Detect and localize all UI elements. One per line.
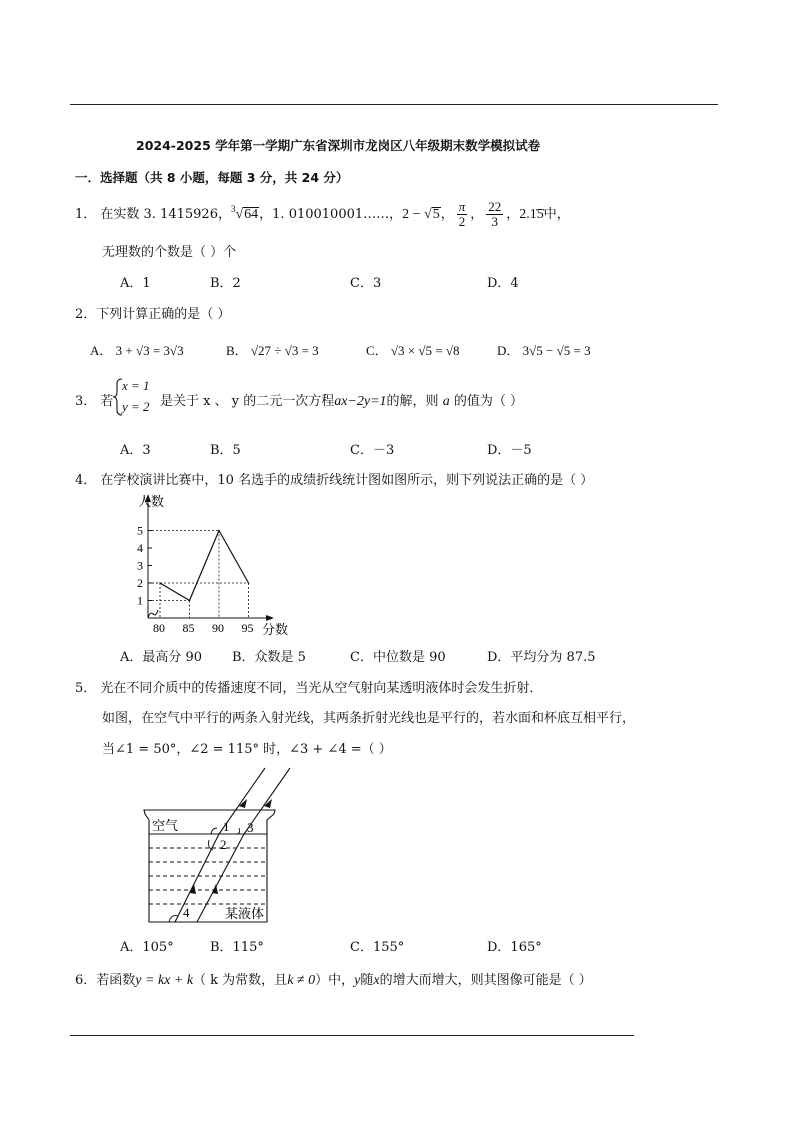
q5-option-c[interactable]: C．155° — [350, 940, 405, 955]
q3-option-a[interactable]: A．3 — [120, 443, 151, 458]
page-title: 2024-2025 学年第一学期广东省深圳市龙岗区八年级期末数学模拟试卷 — [136, 138, 541, 153]
q3-option-d[interactable]: D．－5 — [487, 443, 532, 458]
question-5-line1: 5． 光在不同介质中的传播速度不同，当光从空气射向某透明液体时会发生折射． — [75, 681, 543, 696]
q1-22-over-3: $\frac{22}{3}$ — [488, 199, 502, 229]
x-axis-label: 分数 — [262, 622, 289, 637]
top-rule — [70, 104, 718, 105]
q4-option-a[interactable]: A．最高分 90 — [120, 650, 203, 665]
refracted-ray-1 — [175, 834, 219, 922]
q2-option-d[interactable]: D． 3√5 − √5 = 3 — [497, 343, 591, 358]
q2-option-c[interactable]: C． √3 × √5 = √8 — [366, 343, 460, 358]
data-point — [189, 600, 191, 602]
y-tick-label: 1 — [137, 593, 143, 608]
q2-option-b[interactable]: B． √27 ÷ √3 = 3 — [226, 343, 319, 358]
question-4-stem: 4． 在学校演讲比赛中，10 名选手的成绩折线统计图如图所示，则下列说法正确的是（ ） — [75, 473, 594, 488]
question-1-stem: 1． 在实数 3. 1415926，$^3$√64，1. 010010001……，2 − √5， $\frac{\pi}{2}$ ， $\frac{22}{3}$ ，2.1̇5̇中， — [75, 199, 570, 229]
data-point — [159, 582, 161, 584]
y-tick-label: 5 — [137, 523, 143, 538]
angle-label-3: 3 — [247, 820, 254, 835]
question-6-stem: 6．若函数y = kx + k（ k 为常数，且k ≠ 0）中，y随x的增大而增大，则其图像可能是（ ） — [75, 973, 592, 988]
angle-arc-3 — [236, 828, 240, 834]
x-axis-arrow — [266, 615, 274, 621]
q1-option-b[interactable]: B．2 — [210, 276, 241, 291]
x-tick-label: 85 — [182, 621, 195, 635]
series-segment — [160, 583, 190, 601]
x-tick-label: 80 — [153, 621, 165, 635]
q3-option-b[interactable]: B．5 — [210, 443, 241, 458]
angle-arc-1 — [211, 828, 217, 834]
q3-option-c[interactable]: C．－3 — [350, 443, 395, 458]
q1-cube-root: $^3$√64 — [230, 204, 259, 222]
angle-label-2: 2 — [220, 837, 227, 852]
q4-option-d[interactable]: D．平均分为 87.5 — [487, 650, 596, 665]
q5-option-b[interactable]: B．115° — [210, 940, 264, 955]
label-air: 空气 — [152, 818, 179, 833]
series-segment — [219, 531, 249, 584]
q1-repeating-decimal: 2.1̇5̇ — [519, 207, 544, 222]
y-axis-label: 人数 — [138, 494, 165, 509]
axis-break-mark — [148, 610, 158, 618]
x-tick-label: 95 — [241, 621, 254, 635]
section-heading: 一．选择题（共 8 小题，每题 3 分，共 24 分） — [75, 170, 349, 185]
q5-option-d[interactable]: D．165° — [487, 940, 542, 955]
angle-label-1: 1 — [223, 819, 230, 834]
q1-two-minus-sqrt5: 2 − √5 — [402, 207, 440, 222]
y-tick-label: 2 — [137, 576, 143, 590]
q1-mid: ，1. 010010001……， — [259, 207, 403, 222]
q1-prefix: 1． 在实数 3. 1415926， — [75, 207, 231, 222]
question-3-stem: 是关于 x 、 y 的二元一次方程ax−2y=1的解，则 a 的值为（ ） — [160, 394, 523, 409]
x-tick-label: 90 — [212, 621, 224, 635]
q5-option-a[interactable]: A．105° — [120, 940, 174, 955]
data-point — [248, 582, 250, 584]
question-5-line2: 如图，在空气中平行的两条入射光线，其两条折射光线也是平行的，若水面和杯底互相平行， — [102, 711, 636, 726]
question-3-number: 3． 若 — [75, 394, 114, 409]
y-tick-label: 4 — [137, 541, 143, 555]
question-5-line3: 当∠1 = 50°，∠2 = 115° 时，∠3 + ∠4 =（ ） — [102, 742, 392, 757]
q4-line-chart — [118, 490, 298, 640]
question-2-stem: 2．下列计算正确的是（ ） — [75, 307, 231, 322]
data-point — [218, 530, 220, 532]
angle-label-4: 4 — [183, 905, 190, 920]
y-tick-label: 3 — [137, 558, 143, 573]
q4-option-b[interactable]: B．众数是 5 — [232, 650, 306, 665]
question-1-line2: 无理数的个数是（ ）个 — [102, 245, 237, 260]
q5-refraction-figure — [135, 762, 295, 927]
q2-option-a[interactable]: A． 3 + √3 = 3√3 — [90, 343, 184, 358]
q1-pi-over-2: $\frac{\pi}{2}$ — [458, 199, 466, 229]
q1-suffix: 中， — [543, 207, 570, 222]
q3-system-line1: x = 1 — [122, 378, 150, 393]
label-liquid: 某液体 — [225, 906, 265, 921]
q1-option-d[interactable]: D．4 — [487, 276, 519, 291]
q1-option-a[interactable]: A．1 — [120, 276, 151, 291]
q3-system-line2: y = 2 — [122, 399, 150, 414]
q4-option-c[interactable]: C．中位数是 90 — [350, 650, 446, 665]
q1-option-c[interactable]: C．3 — [350, 276, 382, 291]
bottom-rule — [70, 1035, 634, 1036]
series-segment — [190, 531, 220, 601]
